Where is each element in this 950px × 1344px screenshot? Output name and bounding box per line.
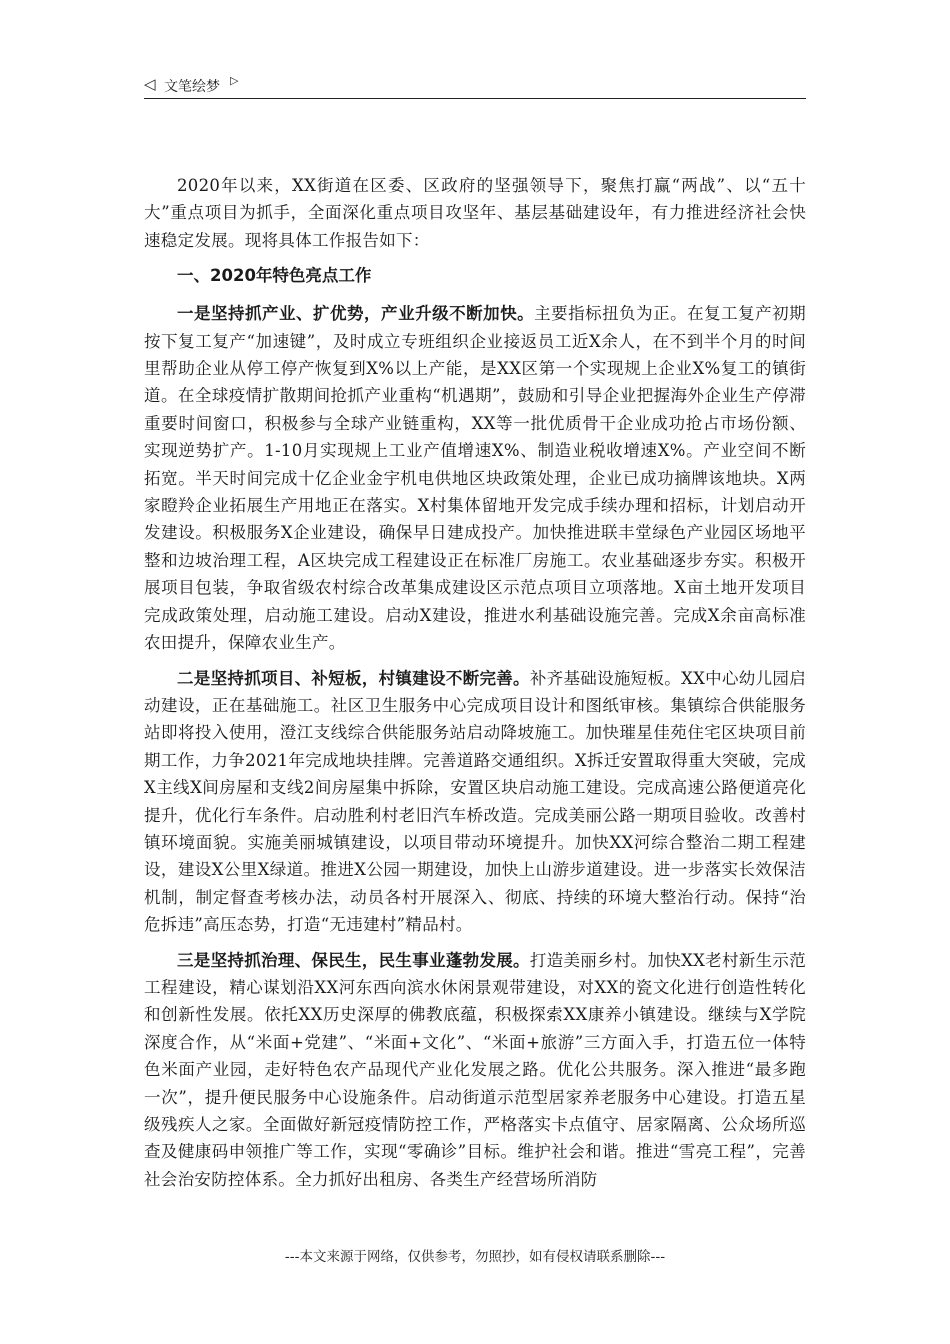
paragraph-industry: [144, 300, 806, 656]
paragraph-projects: [144, 665, 806, 939]
paragraph-lead: 二是坚持抓项目、补短板，村镇建设不断完善。: [177, 668, 530, 688]
paragraph-body: 打造美丽乡村。加快XX老村新生示范工程建设，精心谋划沿XX河东西向滨水休闲景观带建设，对XX的瓷文化进行创造性转化和创新性发展。依托XX历史深厚的佛教底蕴，积极探索XX康养小镇建设。继续与X学院深度合作，从“米面+党建”、“米面+文化”、“米面+旅游”三方面入手，打造五位一体特色米面产业园，走好特色农产品现代产业化发展之路。优化公共服务。深入推进“最多跑一次”，提升便民服务中心设施条件。启动街道示范型居家养老服务中心建设。打造五星级残疾人之家。全面做好新冠疫情防控工作，严格落实卡点值守、居家隔离、公众场所巡查及健康码申领推广等工作，实现“零确诊”目标。维护社会和谐。推进“雪亮工程”，完善社会治安防控体系。全力抓好出租房、各类生产经营场所消防: [144, 950, 806, 1189]
page-footer-disclaimer: ---本文来源于网络，仅供参考，勿照抄，如有侵权请联系删除---: [284, 1249, 666, 1265]
document-body: [144, 172, 806, 1201]
paragraph-body: 主要指标扭负为正。在复工复产初期按下复工复产“加速键”，及时成立专班组织企业接返员工近X余人，在不到半个月的时间里帮助企业从停工停产恢复到X%以上产能，是XX区第一个实现规上企业X%复工的镇街道。在全球疫情扩散期间抢抓产业重构“机遇期”，鼓励和引导企业把握海外企业生产停滞重要时间窗口，积极参与全球产业链重构，XX等一批优质骨干企业成功抢占市场份额、实现逆势扩产。1-10月实现规上工业产值增速X%、制造业税收增速X%。产业空间不断拓宽。半天时间完成十亿企业金宇机电供地区块政策处理，企业已成功摘牌该地块。X两家瞪羚企业拓展生产用地正在落实。X村集体留地开发完成手续办理和招标，计划启动开发建设。积极服务X企业建设，确保早日建成投产。加快推进联丰堂绿色产业园区场地平整和边坡治理工程，A区块完成工程建设正在标准厂房施工。农业基础逐步夯实。积极开展项目包装，争取省级农村综合改革集成建设区示范点项目立项落地。X亩土地开发项目完成政策处理，启动施工建设。启动X建设，推进水利基础设施完善。完成X余亩高标准农田提升，保障农业生产。: [144, 304, 806, 653]
intro-paragraph: 2020年以来，XX街道在区委、区政府的坚强领导下，聚焦打赢“两战”、以“五十大”重点项目为抓手，全面深化重点项目攻坚年、基层基础建设年，有力推进经济社会快速稳定发展。现将具体工作报告如下：: [144, 176, 806, 250]
page-header: [144, 74, 806, 99]
brand-label: 文笔绘梦: [164, 79, 220, 95]
paragraph-body: 补齐基础设施短板。XX中心幼儿园启动建设，正在基础施工。社区卫生服务中心完成项目设计和图纸审核。集镇综合供能服务站即将投入使用，澄江支线综合供能服务站启动降坡施工。加快璀星佳苑住宅区块项目前期工作，力争2021年完成地块挂牌。完善道路交通组织。X拆迁安置取得重大突破，完成X主线X间房屋和支线2间房屋集中拆除，安置区块启动施工建设。完成高速公路便道亮化提升，优化行车条件。启动胜利村老旧汽车桥改造。完成美丽公路一期项目验收。改善村镇环境面貌。实施美丽城镇建设，以项目带动环境提升。加快XX河综合整治二期工程建设，建设X公里X绿道。推进X公园一期建设，加快上山游步道建设。进一步落实长效保洁机制，制定督查考核办法，动员各村开展深入、彻底、持续的环境大整治行动。保持“治危拆违”高压态势，打造“无违建村”精品村。: [144, 668, 806, 935]
right-triangle-icon: ▷: [230, 74, 239, 87]
paragraph-lead: 三是坚持抓治理、保民生，民生事业蓬勃发展。: [177, 950, 530, 970]
section-title: 一、2020年特色亮点工作: [177, 266, 372, 286]
left-triangle-icon: ◁: [144, 75, 156, 93]
paragraph-governance: [144, 947, 806, 1194]
paragraph-lead: 一是坚持抓产业、扩优势，产业升级不断加快。: [177, 304, 535, 324]
